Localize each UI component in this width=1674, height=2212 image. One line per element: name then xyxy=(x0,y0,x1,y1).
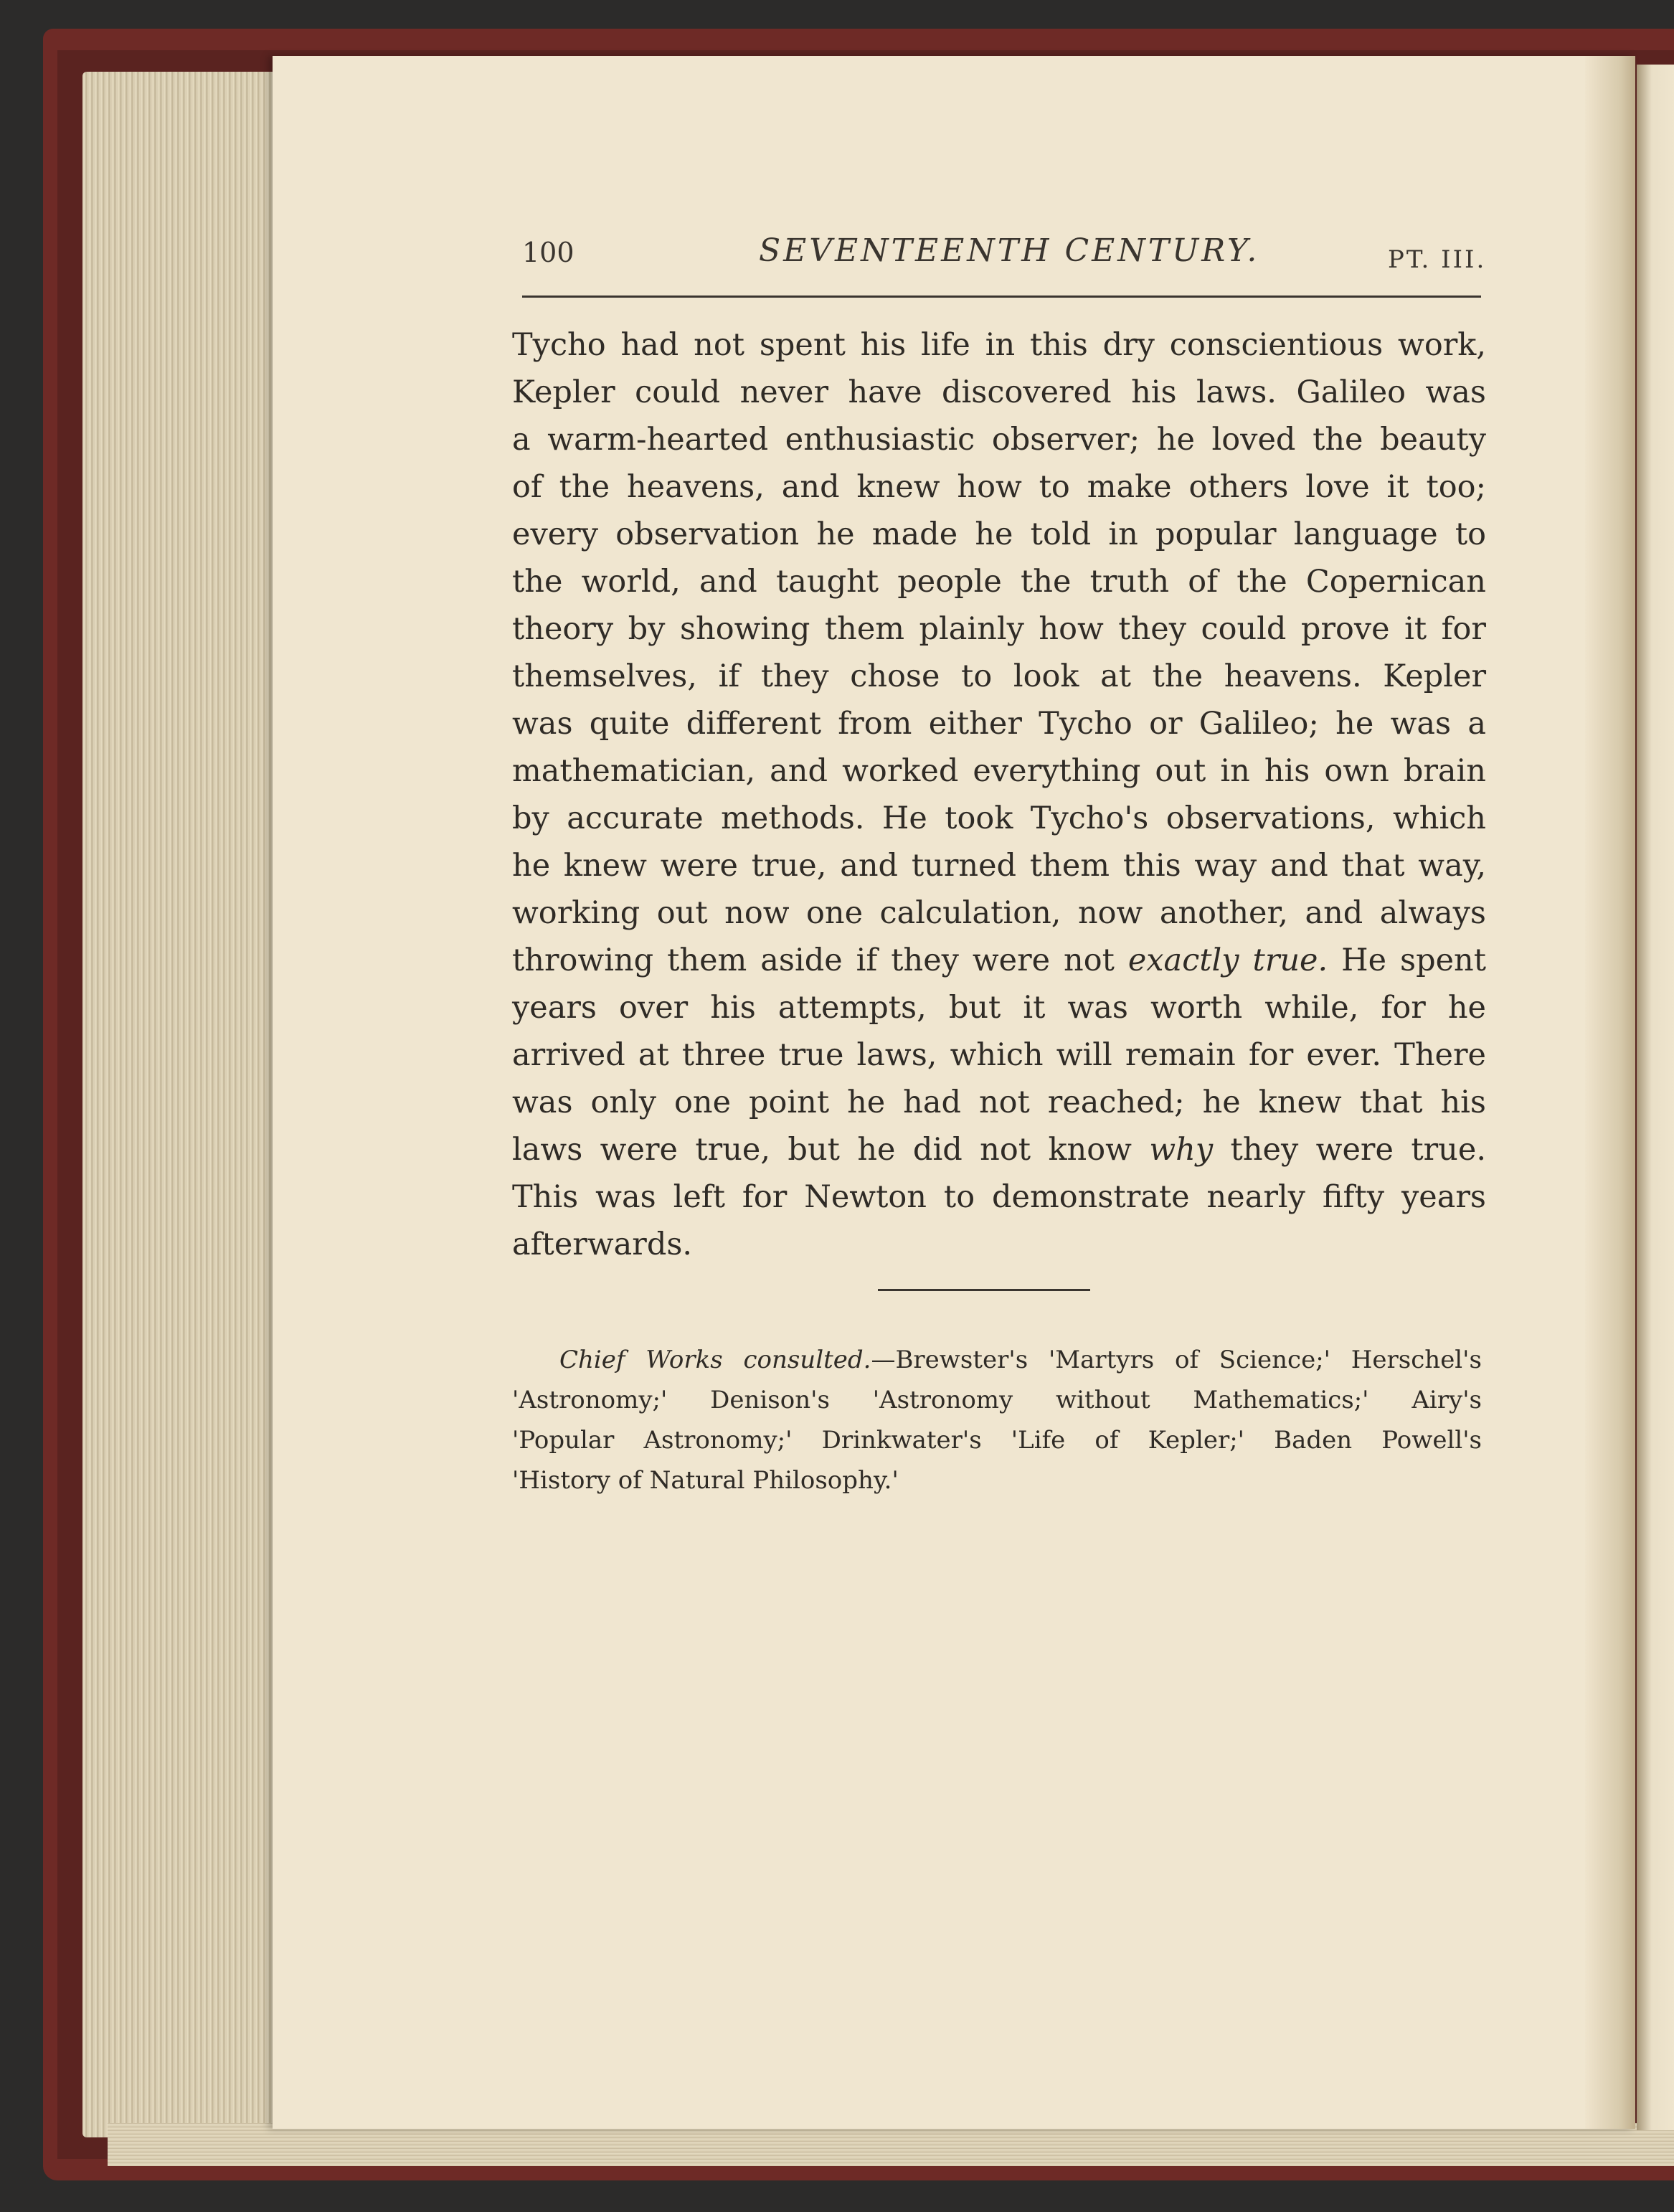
footnote-line xyxy=(512,1340,1482,1380)
footnote-line: 'History of Natural Philosophy.' xyxy=(512,1466,899,1495)
body-line: theory by showing them plainly how they could prove it for xyxy=(512,611,1486,647)
page-edges-bottom xyxy=(108,2123,1674,2166)
body-line: working out now one calculation, now another, and always xyxy=(512,895,1486,931)
body-line: by accurate methods. He took Tycho's observations, which xyxy=(512,800,1486,836)
body-line: every observation he made he told in popular language to xyxy=(512,516,1486,552)
header-rule xyxy=(522,296,1481,298)
text-run: He spent xyxy=(1328,942,1487,978)
body-line-emphasis xyxy=(512,1126,1486,1173)
page-gutter xyxy=(1585,56,1635,2129)
text-run: —Brewster's 'Martyrs of Science;' Herschel's xyxy=(871,1346,1482,1374)
text-run: throwing them aside if they were not xyxy=(512,942,1128,978)
body-line: he knew were true, and turned them this way and that way, xyxy=(512,848,1486,884)
body-line: This was left for Newton to demonstrate nearly fifty years xyxy=(512,1179,1486,1215)
part-label: PT. III. xyxy=(1388,245,1487,274)
footnote-line: 'Popular Astronomy;' Drinkwater's 'Life of Kepler;' Baden Powell's xyxy=(512,1426,1482,1455)
body-line: Kepler could never have discovered his laws. Galileo was xyxy=(512,374,1486,410)
body-line: afterwards. xyxy=(512,1226,693,1262)
text-run: laws were true, but he did not know xyxy=(512,1132,1150,1168)
footnote xyxy=(512,1340,1482,1500)
body-line: was quite different from either Tycho or Galileo; he was a xyxy=(512,706,1486,742)
body-line: mathematician, and worked everything out in his own brain xyxy=(512,753,1486,789)
footnote-line: 'Astronomy;' Denison's 'Astronomy without Mathematics;' Airy's xyxy=(512,1386,1482,1414)
italic-text: exactly true. xyxy=(1127,942,1328,978)
body-line: themselves, if they chose to look at the heavens. Kepler xyxy=(512,658,1486,694)
body-line: of the heavens, and knew how to make others love it too; xyxy=(512,469,1486,505)
body-line: Tycho had not spent his life in this dry conscientious work, xyxy=(512,327,1486,363)
section-rule xyxy=(878,1289,1090,1291)
running-title: SEVENTEENTH CENTURY. xyxy=(759,232,1260,269)
next-page-edge xyxy=(1637,65,1674,2130)
footnote-lead: Chief Works consulted. xyxy=(559,1346,871,1374)
body-line: was only one point he had not reached; he knew that his xyxy=(512,1084,1486,1120)
body-line: the world, and taught people the truth of the Copernican xyxy=(512,564,1486,600)
page-number: 100 xyxy=(522,237,574,268)
text-run: they were true. xyxy=(1213,1132,1486,1168)
body-text xyxy=(512,321,1486,1268)
italic-text: why xyxy=(1149,1132,1214,1168)
body-line: a warm-hearted enthusiastic observer; he loved the beauty xyxy=(512,422,1486,458)
body-line: years over his attempts, but it was worth while, for he xyxy=(512,990,1486,1026)
body-line-emphasis xyxy=(512,937,1486,984)
page-edges xyxy=(82,72,298,2137)
body-line: arrived at three true laws, which will remain for ever. There xyxy=(512,1037,1486,1073)
